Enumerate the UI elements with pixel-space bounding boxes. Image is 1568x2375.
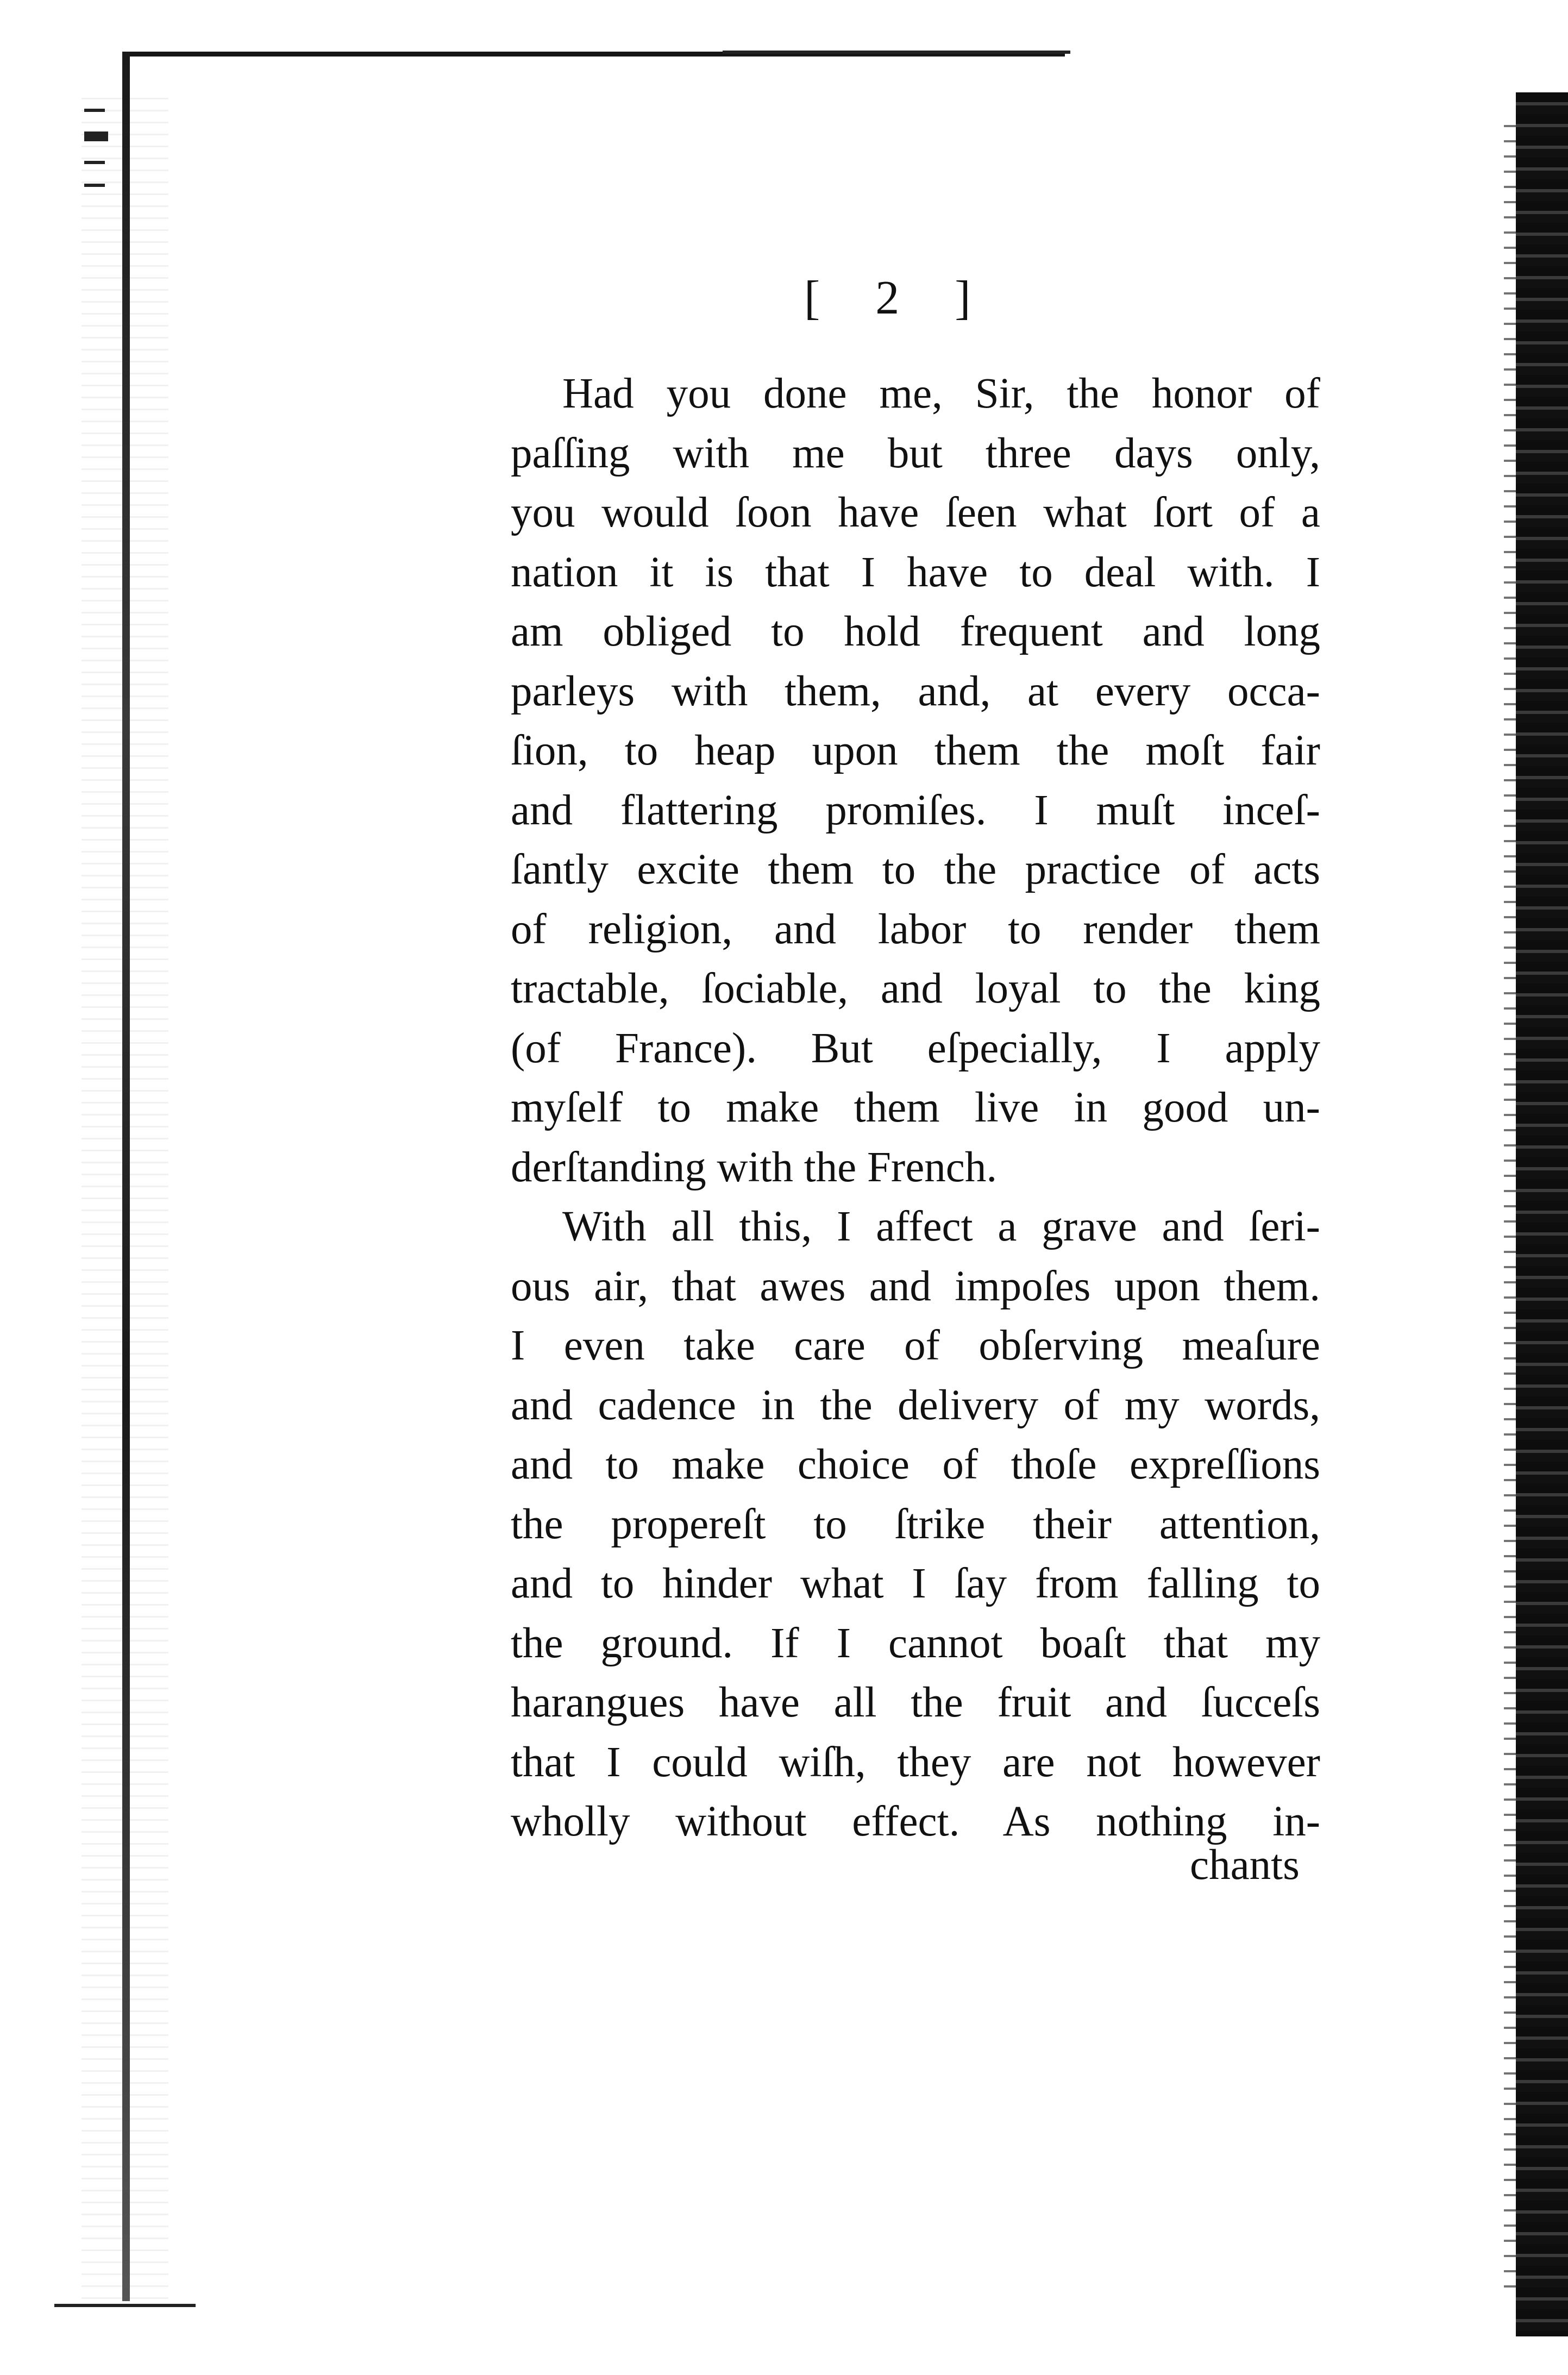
- text-line: nation it is that I have to deal with. I: [511, 548, 1320, 596]
- text-line: With all this, I affect a grave and ſeri-: [562, 1203, 1320, 1250]
- catchword: chants: [1190, 1841, 1300, 1889]
- bottom-border-rule: [54, 2304, 196, 2307]
- text-line: ous air, that awes and impoſes upon them.: [511, 1262, 1320, 1310]
- paragraph-1: [511, 364, 1320, 1197]
- page-number: [ 2 ]: [804, 272, 993, 324]
- text-line: that I could wiſh, they are not however: [511, 1738, 1320, 1786]
- text-line: and flattering promiſes. I muſt inceſ-: [511, 786, 1320, 834]
- binding-spine-edge: [122, 52, 130, 2301]
- tick-mark: [84, 109, 105, 112]
- paragraph-2: [511, 1197, 1320, 1852]
- text-line: myſelf to make them live in good un-: [511, 1084, 1320, 1131]
- text-line: Had you done me, Sir, the honor of: [562, 370, 1320, 417]
- text-line: parleys with them, and, at every occa-: [511, 667, 1320, 715]
- text-line: harangues have all the fruit and ſucceſs: [511, 1679, 1320, 1726]
- text-line: paſſing with me but three days only,: [511, 429, 1320, 477]
- text-line: you would ſoon have ſeen what ſort of a: [511, 489, 1320, 536]
- text-line: the ground. If I cannot boaſt that my: [511, 1619, 1320, 1667]
- top-border-rule-right: [723, 51, 1070, 54]
- text-line: the propereſt to ſtrike their attention,: [511, 1500, 1320, 1548]
- text-line: wholly without effect. As nothing in-: [511, 1798, 1320, 1845]
- tick-mark: [84, 184, 105, 187]
- body-text: [511, 364, 1320, 1852]
- text-line: (of France). But eſpecially, I apply: [511, 1024, 1320, 1072]
- text-line: and to make choice of thoſe expreſſions: [511, 1441, 1320, 1488]
- tick-mark: [84, 161, 105, 164]
- text-line: ſion, to heap upon them the moſt fair: [511, 727, 1320, 774]
- text-line: am obliged to hold frequent and long: [511, 608, 1320, 655]
- text-line: tractable, ſociable, and loyal to the king: [511, 965, 1320, 1012]
- right-page-edge: [1516, 92, 1568, 2336]
- text-line: of religion, and labor to render them: [511, 905, 1320, 953]
- text-line: and to hinder what I ſay from falling to: [511, 1560, 1320, 1607]
- tick-mark: [84, 131, 108, 141]
- text-line: I even take care of obſerving meaſure: [511, 1322, 1320, 1369]
- margin-tick-marks: [84, 109, 117, 250]
- text-line: derſtanding with the French.: [511, 1143, 998, 1191]
- text-line: and cadence in the delivery of my words,: [511, 1381, 1320, 1429]
- text-line: ſantly excite them to the practice of acts: [511, 846, 1320, 893]
